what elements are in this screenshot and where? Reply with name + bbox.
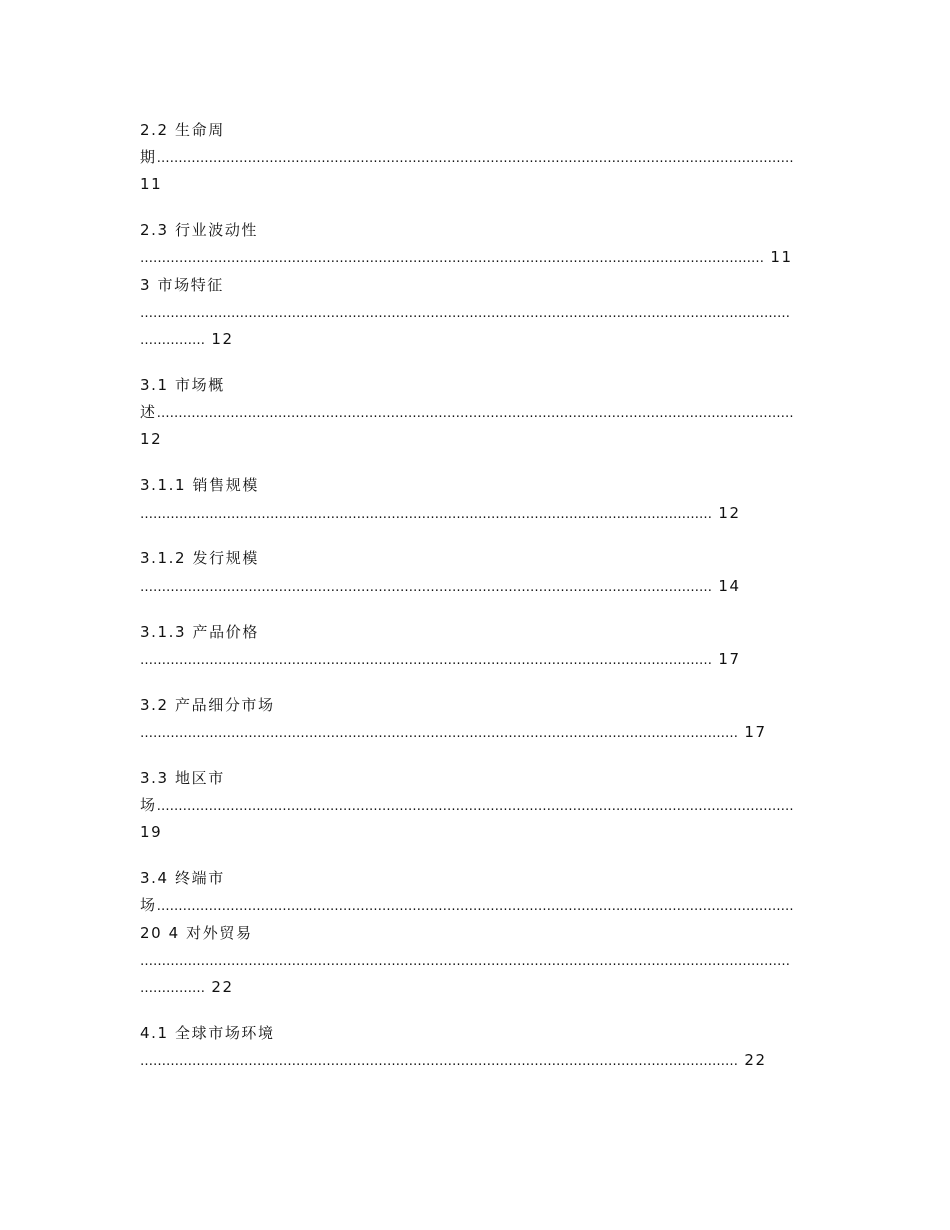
toc-entry-2-2-continuation[interactable]: [140, 147, 794, 169]
toc-entry-3-4-page-and-4-title[interactable]: [140, 923, 253, 943]
dot-leader: ……………: [140, 333, 205, 348]
dot-leader: …………………………………………………………………………………………………………………………………: [156, 799, 794, 814]
dot-leader: ……………………………………………………………………………………………………………………………………: [140, 954, 790, 969]
toc-page-number: 12: [205, 330, 234, 348]
dot-leader: ………………………………………………………………………………………………………………………………: [140, 251, 764, 266]
dot-leader: ……………………………………………………………………………………………………………………: [140, 507, 712, 522]
toc-text: 4 对外贸易: [162, 924, 253, 942]
toc-entry-3-1-1-leader[interactable]: [140, 503, 741, 525]
toc-entry-3-1-3-title[interactable]: 3.1.3 产品价格: [140, 623, 259, 641]
toc-entry-3-1-page[interactable]: 12: [140, 430, 163, 448]
dot-leader: …………………………………………………………………………………………………………………………………: [156, 151, 794, 166]
dot-leader: ……………: [140, 981, 205, 996]
toc-entry-3-1-3-leader[interactable]: [140, 649, 741, 671]
toc-entry-4-leader[interactable]: [140, 950, 790, 972]
toc-page-number: 12: [712, 504, 741, 522]
dot-leader: …………………………………………………………………………………………………………………………………: [156, 899, 794, 914]
dot-leader: ……………………………………………………………………………………………………………………: [140, 653, 712, 668]
dot-leader: …………………………………………………………………………………………………………………………………: [156, 406, 794, 421]
toc-entry-4-1-leader[interactable]: [140, 1050, 767, 1072]
toc-page-number: 14: [712, 577, 741, 595]
toc-page-number: 11: [764, 248, 793, 266]
toc-page-number: 20: [140, 924, 163, 942]
toc-page-number: 22: [205, 978, 234, 996]
toc-entry-4-1-title[interactable]: 4.1 全球市场环境: [140, 1024, 275, 1042]
toc-entry-3-1-continuation[interactable]: [140, 402, 794, 424]
toc-entry-3-2-leader[interactable]: [140, 722, 767, 744]
toc-text: 场: [140, 796, 157, 814]
toc-entry-3-1-2-title[interactable]: 3.1.2 发行规模: [140, 549, 259, 567]
toc-page-number: 22: [738, 1051, 767, 1069]
toc-entry-2-2-title[interactable]: 2.2 生命周: [140, 121, 225, 139]
toc-page-number: 17: [712, 650, 741, 668]
dot-leader: ……………………………………………………………………………………………………………………………………: [140, 306, 790, 321]
dot-leader: …………………………………………………………………………………………………………………………: [140, 726, 738, 741]
toc-entry-3-leader[interactable]: [140, 302, 790, 324]
toc-entry-2-3-title[interactable]: 2.3 行业波动性: [140, 221, 259, 239]
toc-entry-3-page[interactable]: [140, 329, 234, 351]
toc-entry-3-4-continuation[interactable]: [140, 895, 794, 917]
toc-entry-2-2-page[interactable]: 11: [140, 175, 163, 193]
dot-leader: …………………………………………………………………………………………………………………………: [140, 1054, 738, 1069]
toc-entry-3-1-title[interactable]: 3.1 市场概: [140, 376, 225, 394]
toc-text: 述: [140, 403, 157, 421]
toc-entry-3-1-1-title[interactable]: 3.1.1 销售规模: [140, 476, 259, 494]
toc-entry-4-page[interactable]: [140, 977, 234, 999]
toc-entry-3-3-title[interactable]: 3.3 地区市: [140, 769, 225, 787]
toc-entry-3-2-title[interactable]: 3.2 产品细分市场: [140, 696, 275, 714]
toc-entry-3-3-continuation[interactable]: [140, 795, 794, 817]
toc-entry-3-1-2-leader[interactable]: [140, 576, 741, 598]
toc-entry-3-4-title[interactable]: 3.4 终端市: [140, 869, 225, 887]
toc-entry-3-title[interactable]: 3 市场特征: [140, 276, 224, 294]
dot-leader: ……………………………………………………………………………………………………………………: [140, 580, 712, 595]
toc-entry-3-3-page[interactable]: 19: [140, 823, 163, 841]
toc-page-number: 17: [738, 723, 767, 741]
toc-entry-2-3-leader[interactable]: [140, 247, 793, 269]
toc-text: 场: [140, 896, 157, 914]
toc-text: 期: [140, 148, 157, 166]
